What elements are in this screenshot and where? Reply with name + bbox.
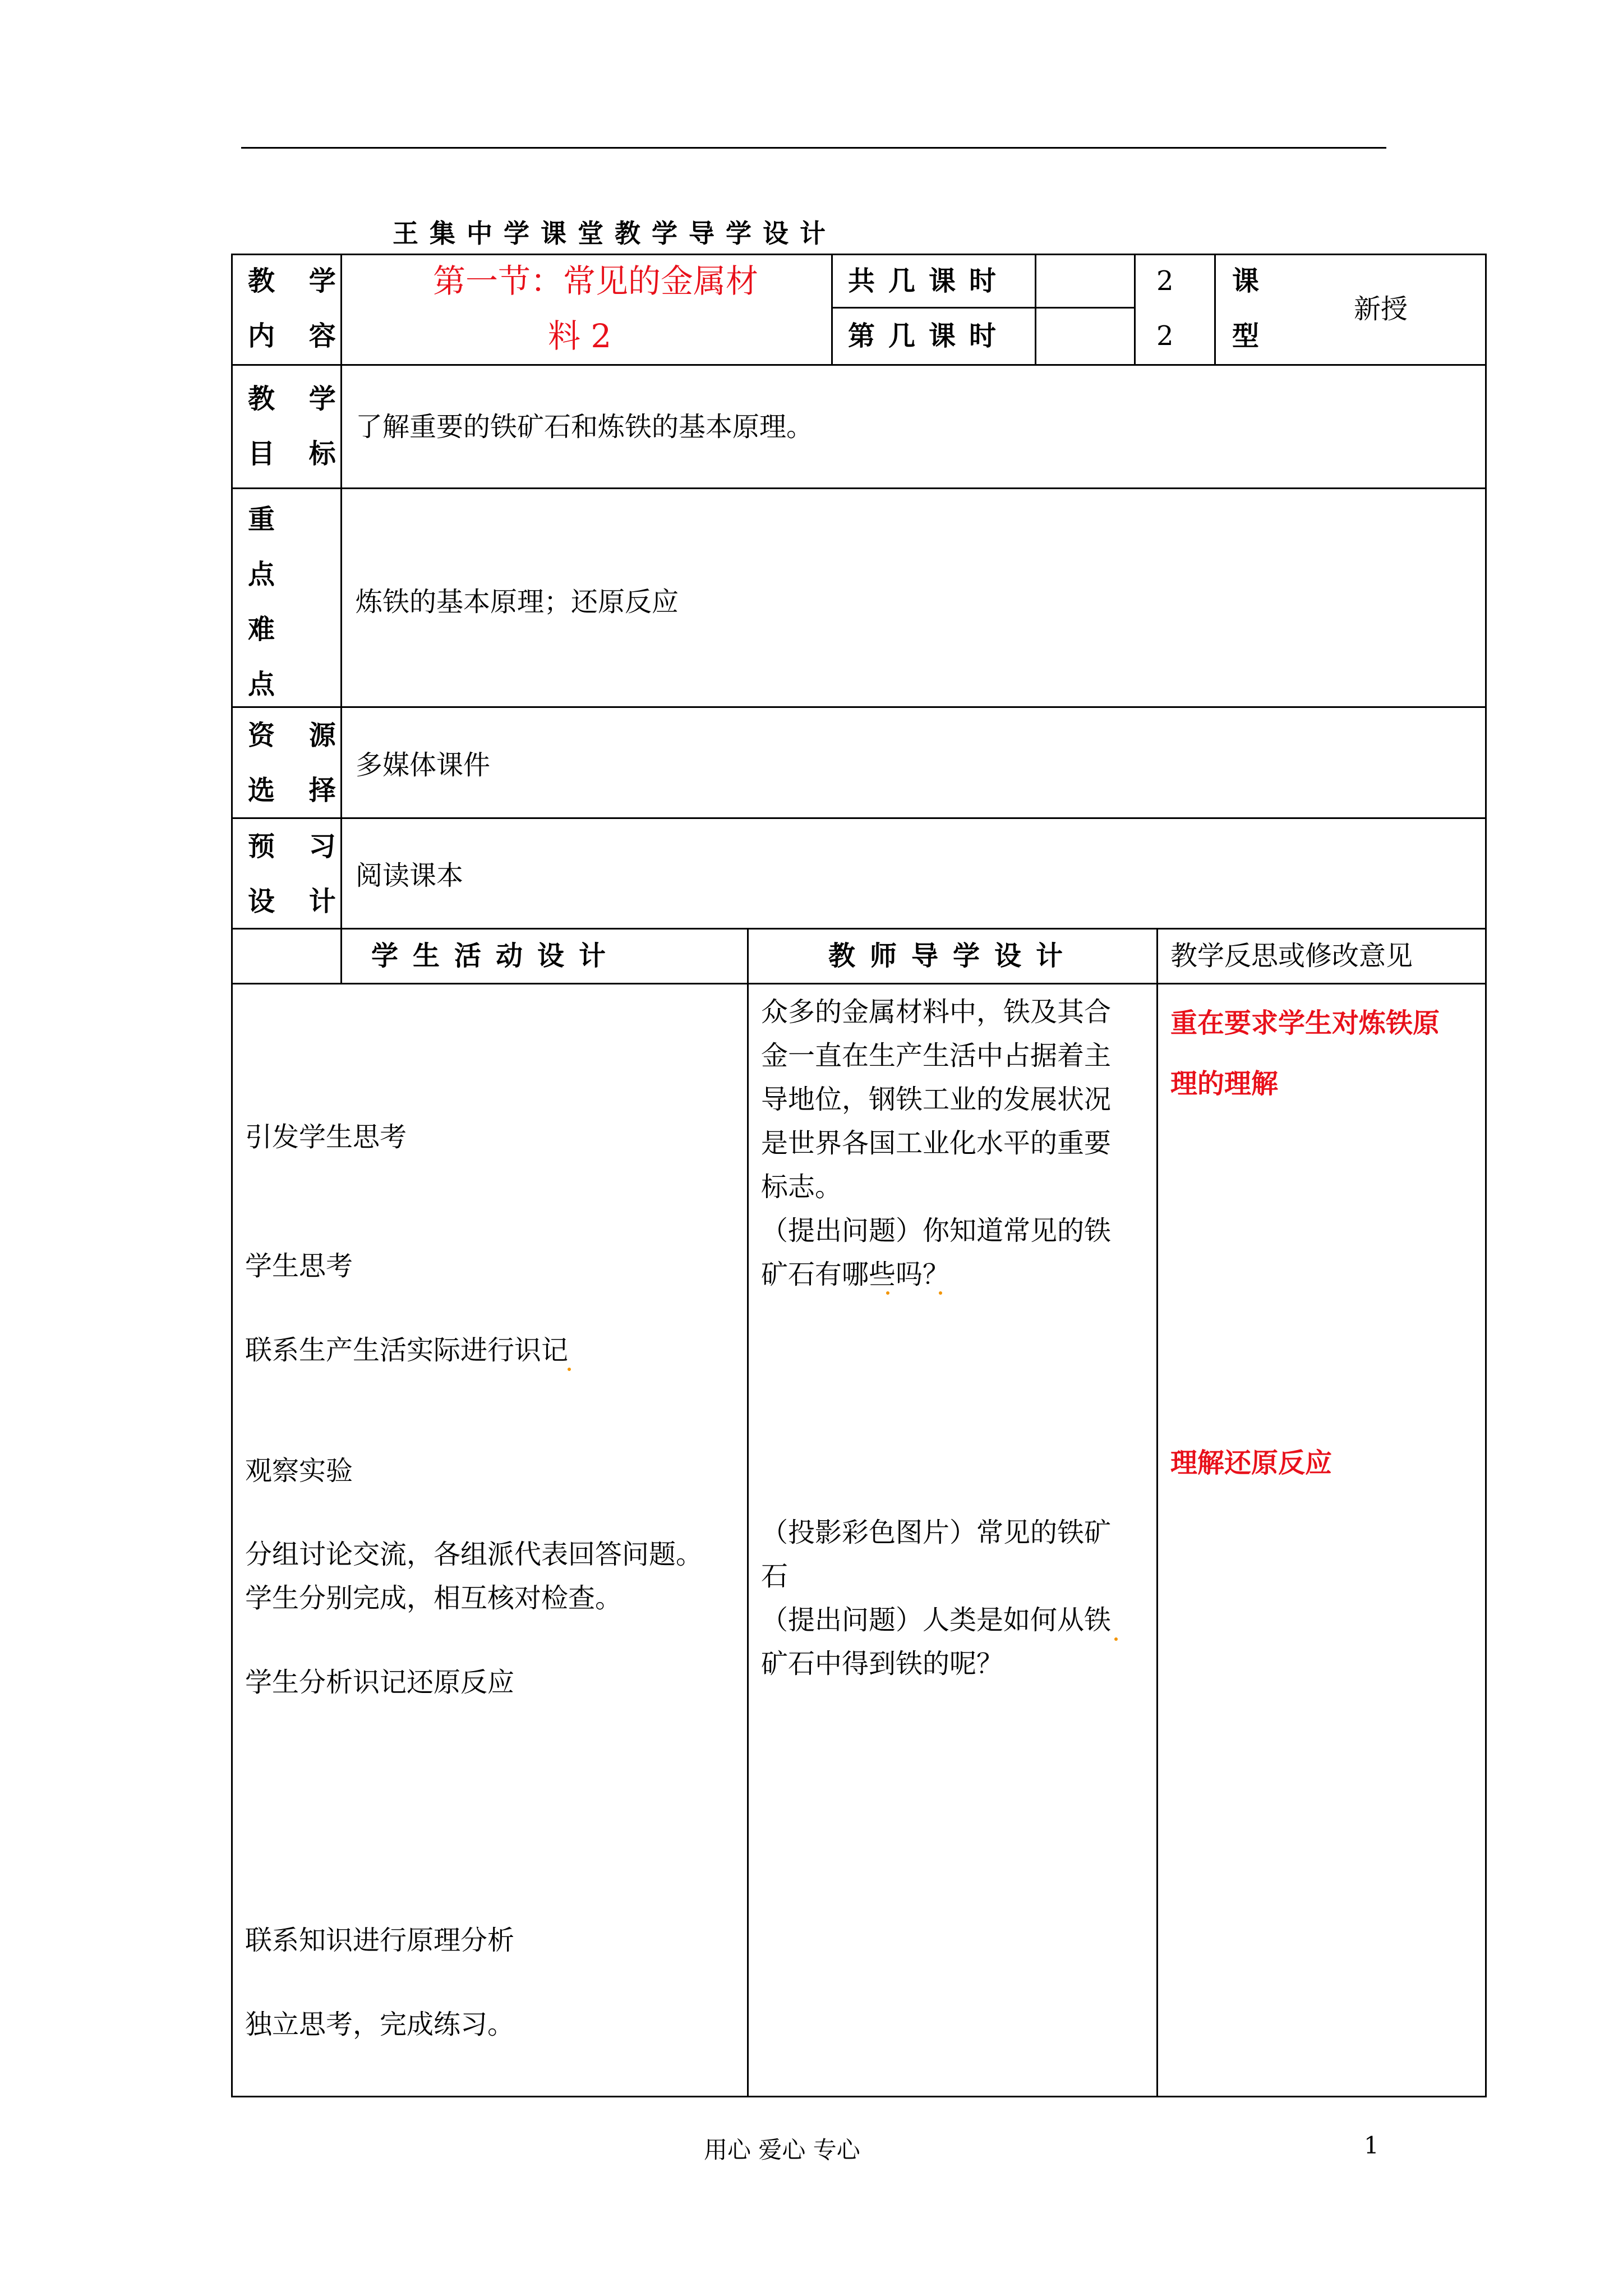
column-divider-teacher — [1156, 928, 1158, 2097]
teacher-guidance-line: 矿石有哪些吗？ — [761, 1259, 950, 1290]
student-activity: 学生分别完成，相互核对检查。 — [245, 1582, 623, 1614]
total-periods-label: 共几课时 — [848, 265, 1010, 297]
teacher-guidance-line: 导地位，钢铁工业的发展状况 — [761, 1084, 1112, 1115]
column-divider-student — [747, 928, 749, 2097]
column-header-reflection: 教学反思或修改意见 — [1170, 940, 1413, 972]
resource-label-2: 选 择 — [248, 775, 348, 806]
preview-value: 阅读课本 — [356, 860, 464, 891]
preview-label-1: 预 习 — [248, 831, 348, 862]
table-border-left — [231, 254, 233, 2097]
teacher-guidance-line: （投影彩色图片）常见的铁矿 — [761, 1517, 1112, 1548]
key-label-2: 点 — [248, 559, 275, 590]
content-label-2: 内 容 — [248, 320, 348, 352]
row-divider — [231, 817, 1487, 819]
column-header-teacher: 教师导学设计 — [828, 940, 1078, 972]
key-value: 炼铁的基本原理；还原反应 — [356, 586, 679, 618]
column-divider — [1214, 254, 1216, 365]
teacher-guidance-line: （提出问题）人类是如何从铁 — [761, 1604, 1112, 1636]
type-label-2: 型 — [1232, 320, 1260, 352]
goal-label-2: 目 标 — [248, 438, 348, 470]
reflection-note: 重在要求学生对炼铁原 — [1170, 1007, 1440, 1039]
reflection-note: 理解还原反应 — [1170, 1447, 1332, 1479]
column-divider — [1134, 254, 1136, 365]
current-period-value: 2 — [1156, 320, 1174, 352]
student-activity: 联系知识进行原理分析 — [245, 1925, 515, 1956]
row-divider — [231, 487, 1487, 489]
page-number: 1 — [1364, 2132, 1379, 2159]
column-divider — [1035, 254, 1036, 365]
type-label-1: 课 — [1232, 265, 1260, 297]
type-value: 新授 — [1354, 293, 1408, 325]
teacher-guidance-line: 是世界各国工业化水平的重要 — [761, 1128, 1112, 1159]
student-activity: 学生思考 — [245, 1250, 353, 1282]
proofread-mark — [568, 1368, 571, 1371]
table-border-bottom — [231, 2096, 1487, 2097]
goal-value: 了解重要的铁矿石和炼铁的基本原理。 — [356, 411, 814, 443]
proofread-mark — [886, 1291, 889, 1295]
key-label-1: 重 — [248, 504, 275, 535]
content-value-line1: 第一节：常见的金属材 — [433, 262, 759, 300]
preview-label-2: 设 计 — [248, 886, 348, 917]
proofread-mark — [939, 1291, 942, 1295]
student-activity: 学生分析识记还原反应 — [245, 1667, 515, 1698]
teacher-guidance-line: （提出问题）你知道常见的铁 — [761, 1215, 1112, 1246]
key-label-3: 难 — [248, 614, 275, 645]
total-periods-value: 2 — [1156, 265, 1174, 297]
student-activity: 独立思考，完成练习。 — [245, 2009, 515, 2040]
teacher-guidance-line: 矿石中得到铁的呢？ — [761, 1648, 1004, 1680]
row-divider — [231, 364, 1487, 366]
footer-motto: 用心 爱心 专心 — [704, 2136, 860, 2164]
teacher-guidance-line: 标志。 — [761, 1171, 842, 1203]
student-activity: 观察实验 — [245, 1455, 353, 1487]
row-divider — [231, 706, 1487, 708]
content-value-line2: 料 2 — [548, 317, 612, 355]
column-header-student: 学生活动设计 — [371, 940, 621, 972]
resource-label-1: 资 源 — [248, 720, 348, 751]
resource-value: 多媒体课件 — [356, 749, 491, 781]
key-label-4: 点 — [248, 669, 275, 700]
goal-label-1: 教 学 — [248, 383, 348, 415]
content-label-1: 教 学 — [248, 265, 348, 297]
teacher-guidance-line: 众多的金属材料中，铁及其合 — [761, 996, 1112, 1028]
reflection-note: 理的理解 — [1170, 1068, 1279, 1099]
current-period-label: 第几课时 — [848, 320, 1010, 352]
student-activity: 分组讨论交流，各组派代表回答问题。 — [245, 1539, 703, 1570]
header-rule — [241, 147, 1386, 149]
teacher-guidance-line: 石 — [761, 1561, 789, 1592]
teacher-guidance-line: 金一直在生产生活中占据着主 — [761, 1040, 1112, 1071]
student-activity: 引发学生思考 — [245, 1121, 407, 1153]
document-title: 王集中学课堂教学导学设计 — [393, 218, 837, 249]
table-border-right — [1485, 254, 1487, 2097]
lesson-plan-table — [231, 254, 1487, 2097]
student-activity: 联系生产生活实际进行识记 — [245, 1335, 569, 1366]
column-divider — [831, 254, 833, 365]
proofread-mark — [1114, 1637, 1118, 1641]
